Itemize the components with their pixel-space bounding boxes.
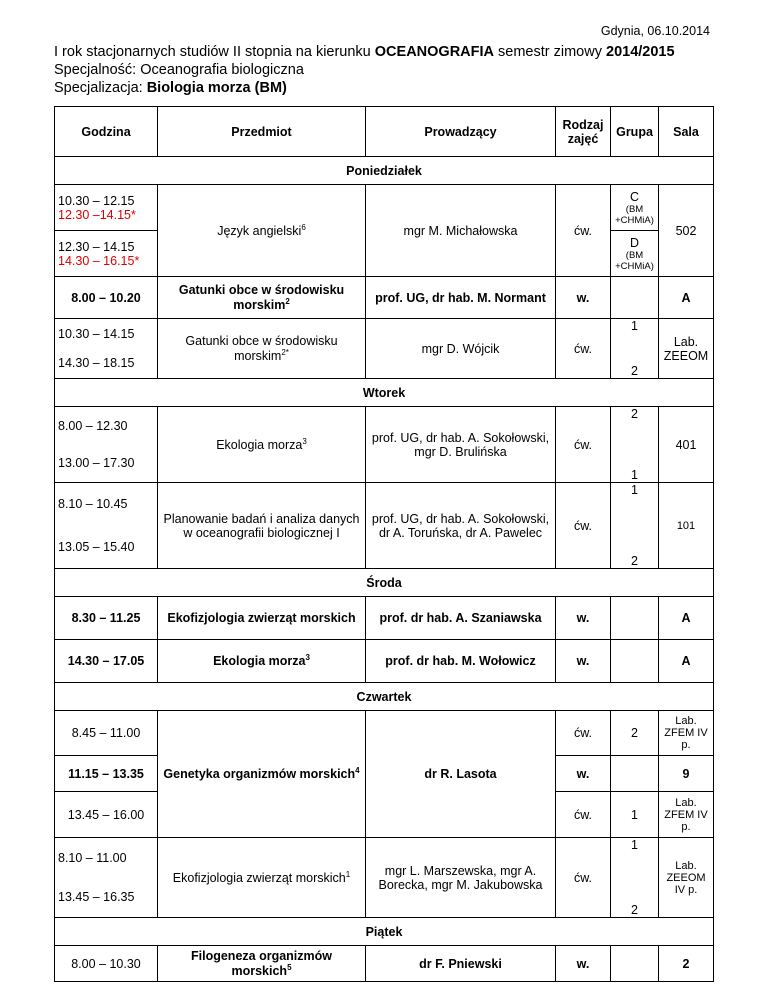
type-cell: ćw. [556,407,611,483]
day-monday: Poniedziałek [55,157,714,185]
teacher-cell: dr F. Pniewski [366,946,556,982]
room-cell: Lab. ZFEM IV p. [659,711,714,756]
teacher-cell: mgr D. Wójcik [366,319,556,379]
type-cell: w. [556,946,611,982]
subject-cell: Język angielski$^6$ [158,185,366,277]
type-cell: w. [556,277,611,319]
schedule-table [54,106,714,982]
table-row [55,277,714,319]
type-cell: w. [556,756,611,792]
teacher-cell: prof. UG, dr hab. A. Sokołowski, dr A. Toruńska, dr A. Pawelec [366,483,556,569]
group-cell: D (BM +CHMiA) [611,231,659,277]
hour-cell: 13.00 – 17.30 [55,445,158,483]
group-cell: 2 [611,878,659,918]
group-cell [611,277,659,319]
subject-cell: Ekologia morza$^3$ [158,640,366,683]
room-cell: 9 [659,756,714,792]
room-cell: A [659,640,714,683]
col-room: Sala [659,107,714,157]
hour-cell: 8.00 – 10.20 [55,277,158,319]
group-cell: 2 [611,711,659,756]
title-line-3: Specjalizacja: Biologia morza (BM) [54,80,287,96]
group-cell: 1 [611,445,659,483]
table-row [55,640,714,683]
table-row [55,597,714,640]
hour-cell: 11.15 – 13.35 [55,756,158,792]
group-cell: 2 [611,407,659,445]
hour-cell: 13.05 – 15.40 [55,526,158,569]
table-row [55,319,714,349]
room-cell: A [659,277,714,319]
col-group: Grupa [611,107,659,157]
group-cell: 1 [611,319,659,349]
document-date: Gdynia, 06.10.2014 [600,24,710,38]
table-row [55,946,714,982]
hour-cell: 8.10 – 10.45 [55,483,158,526]
title-line-2: Specjalność: Oceanografia biologiczna [54,62,304,78]
table-row [55,838,714,878]
teacher-cell: prof. UG, dr hab. A. Sokołowski, mgr D. Brulińska [366,407,556,483]
teacher-cell: dr R. Lasota [366,711,556,838]
teacher-cell: prof. dr hab. M. Wołowicz [366,640,556,683]
type-cell: ćw. [556,838,611,918]
teacher-cell: prof. UG, dr hab. M. Normant [366,277,556,319]
type-cell: ćw. [556,185,611,277]
subject-cell: Ekofizjologia zwierząt morskich$^1$ [158,838,366,918]
hour-cell: 8.45 – 11.00 [55,711,158,756]
col-type: Rodzaj zajęć [556,107,611,157]
type-cell: ćw. [556,319,611,379]
document-header [54,43,675,97]
group-cell [611,597,659,640]
col-subject: Przedmiot [158,107,366,157]
room-cell: 502 [659,185,714,277]
group-cell: 2 [611,349,659,379]
hour-cell: 13.45 – 16.35 [55,878,158,918]
col-teacher: Prowadzący [366,107,556,157]
table-row [55,185,714,231]
group-cell: 1 [611,792,659,838]
group-cell [611,756,659,792]
room-cell: A [659,597,714,640]
table-row [55,711,714,756]
room-cell: Lab. ZEEOM [659,319,714,379]
group-cell: 2 [611,526,659,569]
group-cell [611,640,659,683]
type-cell: ćw. [556,483,611,569]
day-thursday: Czwartek [55,683,714,711]
subject-cell: Filogeneza organizmów morskich$^5$ [158,946,366,982]
day-tuesday: Wtorek [55,379,714,407]
teacher-cell: mgr L. Marszewska, mgr A. Borecka, mgr M. Jakubowska [366,838,556,918]
group-cell [611,946,659,982]
subject-cell: Ekologia morza$^3$ [158,407,366,483]
hour-cell: 14.30 – 18.15 [55,349,158,379]
group-cell: 1 [611,838,659,878]
room-cell: 401 [659,407,714,483]
type-cell: w. [556,597,611,640]
type-cell: w. [556,640,611,683]
room-cell: 101 [659,483,714,569]
hour-cell: 8.00 – 12.30 [55,407,158,445]
subject-cell: Ekofizjologia zwierząt morskich [158,597,366,640]
table-row [55,407,714,445]
type-cell: ćw. [556,792,611,838]
hour-cell: 12.30 – 14.15 14.30 – 16.15* [55,231,158,277]
hour-cell: 8.30 – 11.25 [55,597,158,640]
table-row [55,483,714,526]
teacher-cell: prof. dr hab. A. Szaniawska [366,597,556,640]
teacher-cell: mgr M. Michałowska [366,185,556,277]
subject-cell: Gatunki obce w środowisku morskim$^{2*}$ [158,319,366,379]
group-cell: C (BM +CHMiA) [611,185,659,231]
table-header-row [55,107,714,157]
type-cell: ćw. [556,711,611,756]
hour-cell: 8.10 – 11.00 [55,838,158,878]
subject-cell: Gatunki obce w środowisku morskim$^2$ [158,277,366,319]
hour-cell: 8.00 – 10.30 [55,946,158,982]
hour-cell: 10.30 – 12.15 12.30 –14.15* [55,185,158,231]
col-hour: Godzina [55,107,158,157]
day-wednesday: Środa [55,569,714,597]
room-cell: Lab. ZEEOM IV p. [659,838,714,918]
hour-cell: 10.30 – 14.15 [55,319,158,349]
day-friday: Piątek [55,918,714,946]
group-cell: 1 [611,483,659,526]
subject-cell: Genetyka organizmów morskich$^4$ [158,711,366,838]
hour-cell: 13.45 – 16.00 [55,792,158,838]
room-cell: Lab. ZFEM IV p. [659,792,714,838]
room-cell: 2 [659,946,714,982]
title-line-1: I rok stacjonarnych studiów II stopnia na kierunku OCEANOGRAFIA semestr zimowy 2014/2015 [54,44,675,60]
hour-cell: 14.30 – 17.05 [55,640,158,683]
subject-cell: Planowanie badań i analiza danych w oceanografii biologicznej I [158,483,366,569]
